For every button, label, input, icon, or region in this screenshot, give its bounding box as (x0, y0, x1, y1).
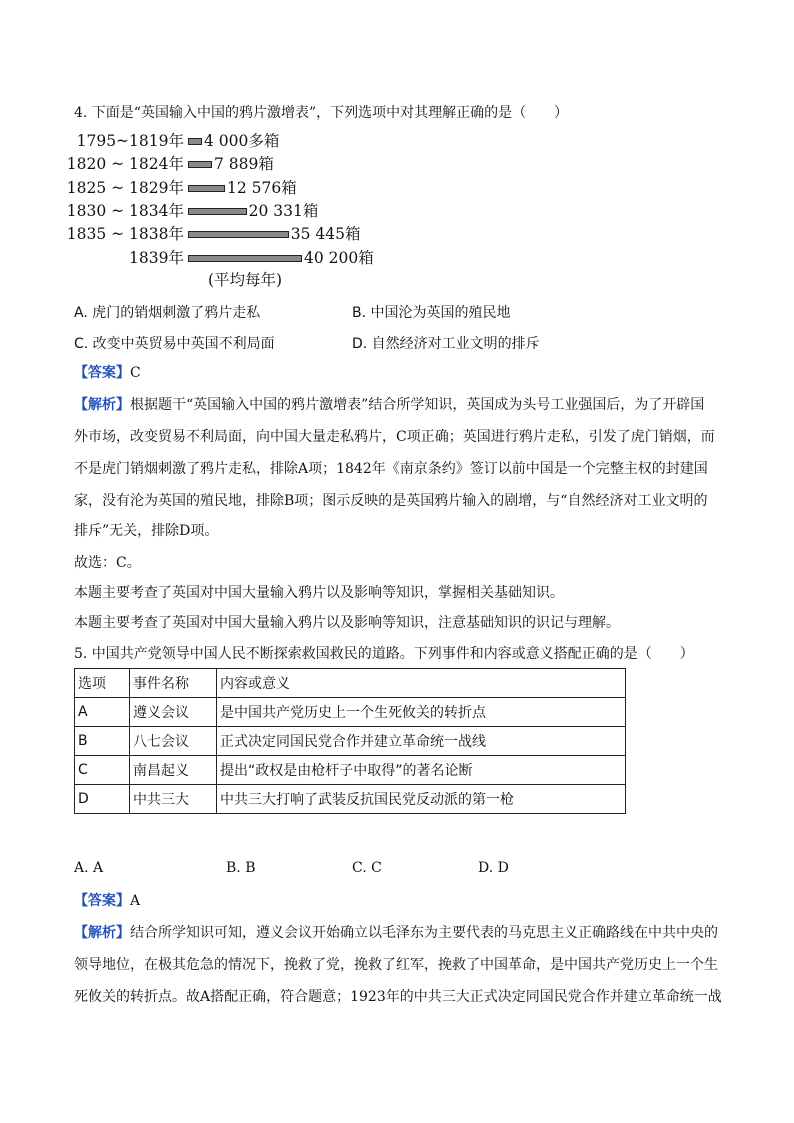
q4-analysis-line-3: 不是虎门销烟刺激了鸦片走私，排除A项；1842年《南京条约》签订以前中国是一个完整主权的封建国 (74, 461, 708, 477)
period-label: 1820 ~ 1824年 (66, 155, 184, 174)
header-option: 选项 (75, 669, 130, 698)
chart-row (66, 153, 412, 175)
cell-event: 八七会议 (130, 727, 217, 756)
q5-table (74, 668, 626, 814)
cell-content: 提出“政权是由枪杆子中取得”的著名论断 (217, 756, 626, 785)
cell-option: D (75, 785, 130, 814)
value-label: 12 576箱 (227, 178, 297, 197)
q5-analysis-line-1 (74, 924, 718, 942)
q4-stem: 4. 下面是“英国输入中国的鸦片激增表”，下列选项中对其理解正确的是（ ） (74, 105, 569, 121)
chart-row (66, 223, 412, 245)
value-label: 7 889箱 (213, 155, 274, 174)
analysis-tag: 【解析】 (74, 925, 130, 941)
q5-option-c: C. C (352, 860, 382, 876)
table-row (75, 727, 626, 756)
q4-summary-1: 本题主要考查了英国对中国大量输入鸦片以及影响等知识，掌握相关基础知识。 (74, 585, 564, 601)
q4-answer (74, 364, 141, 382)
q4-option-c: C. 改变中英贸易中英国不利局面 (74, 336, 275, 352)
q4-analysis-line-4: 家，没有沦为英国的殖民地，排除B项；图示反映的是英国鸦片输入的剧增，与“自然经济对工业文明的 (74, 493, 708, 509)
table-row (75, 698, 626, 727)
period-label: 1830 ~ 1834年 (66, 201, 184, 220)
header-event: 事件名称 (130, 669, 217, 698)
period-label: 1835 ~ 1838年 (66, 225, 184, 244)
chart-bar (188, 185, 225, 192)
answer-value: C (130, 365, 141, 381)
q5-analysis-line-3: 死攸关的转折点。故A搭配正确，符合题意；1923年的中共三大正式决定同国民党合作并建立革命统一战 (74, 989, 722, 1005)
cell-option: A (75, 698, 130, 727)
q5-answer (74, 892, 140, 910)
table-row (75, 756, 626, 785)
analysis-text: 根据题干“英国输入中国的鸦片激增表”结合所学知识，英国成为头号工业强国后，为了开辟国 (130, 397, 705, 413)
period-label: 1825 ~ 1829年 (66, 178, 184, 197)
value-label: 20 331箱 (248, 201, 319, 220)
q4-option-a: A. 虎门的销烟刺激了鸦片走私 (74, 305, 261, 321)
q4-option-d: D. 自然经济对工业文明的排斥 (352, 336, 540, 352)
table-header-row (75, 669, 626, 698)
table-row (75, 785, 626, 814)
q4-summary-2: 本题主要考查了英国对中国大量输入鸦片以及影响等知识，注意基础知识的识记与理解。 (74, 615, 620, 631)
q4-analysis-line-1 (74, 396, 704, 414)
q5-stem: 5. 中国共产党领导中国人民不断探索救国救民的道路。下列事件和内容或意义搭配正确的是（ ） (74, 646, 694, 662)
cell-content: 是中国共产党历史上一个生死攸关的转折点 (217, 698, 626, 727)
chart-note: (平均每年) (208, 271, 283, 289)
analysis-tag: 【解析】 (74, 397, 130, 413)
opium-chart (66, 130, 412, 300)
chart-bar (188, 138, 202, 145)
cell-content: 正式决定同国民党合作并建立革命统一战线 (217, 727, 626, 756)
q4-analysis-line-2: 外市场，改变贸易不利局面，向中国大量走私鸦片，C项正确；英国进行鸦片走私，引发了虎门销烟，而 (74, 429, 715, 445)
cell-option: C (75, 756, 130, 785)
chart-row (72, 130, 412, 152)
header-content: 内容或意义 (217, 669, 626, 698)
value-label: 35 445箱 (290, 225, 361, 244)
q5-option-b: B. B (226, 860, 256, 876)
q5-option-a: A. A (74, 860, 104, 876)
value-label: 4 000多箱 (204, 132, 280, 150)
chart-row (66, 200, 412, 222)
q4-analysis-line-5: 排斥”无关，排除D项。 (74, 523, 219, 539)
chart-row (66, 177, 412, 199)
answer-tag: 【答案】 (74, 893, 130, 909)
chart-bar (188, 255, 302, 262)
cell-event: 中共三大 (130, 785, 217, 814)
cell-content: 中共三大打响了武装反抗国民党反动派的第一枪 (217, 785, 626, 814)
q4-choice: 故选：C。 (74, 555, 141, 571)
chart-bar (188, 231, 289, 238)
period-label: 1795~1819年 (76, 132, 184, 150)
answer-tag: 【答案】 (74, 365, 130, 381)
answer-value: A (130, 893, 141, 909)
value-label: 40 200箱 (304, 248, 374, 267)
period-label: 1839年 (129, 248, 184, 267)
chart-row (72, 247, 412, 269)
cell-option: B (75, 727, 130, 756)
q5-analysis-line-2: 领导地位，在极其危急的情况下，挽救了党，挽救了红军，挽救了中国革命，是中国共产党历史上一个生 (74, 957, 718, 973)
chart-bar (188, 161, 212, 168)
cell-event: 南昌起义 (130, 756, 217, 785)
chart-bar (188, 208, 247, 215)
analysis-text: 结合所学知识可知，遵义会议开始确立以毛泽东为主要代表的马克思主义正确路线在中共中央的 (130, 925, 718, 941)
q5-option-d: D. D (478, 860, 509, 876)
q4-option-b: B. 中国沦为英国的殖民地 (352, 305, 511, 321)
cell-event: 遵义会议 (130, 698, 217, 727)
